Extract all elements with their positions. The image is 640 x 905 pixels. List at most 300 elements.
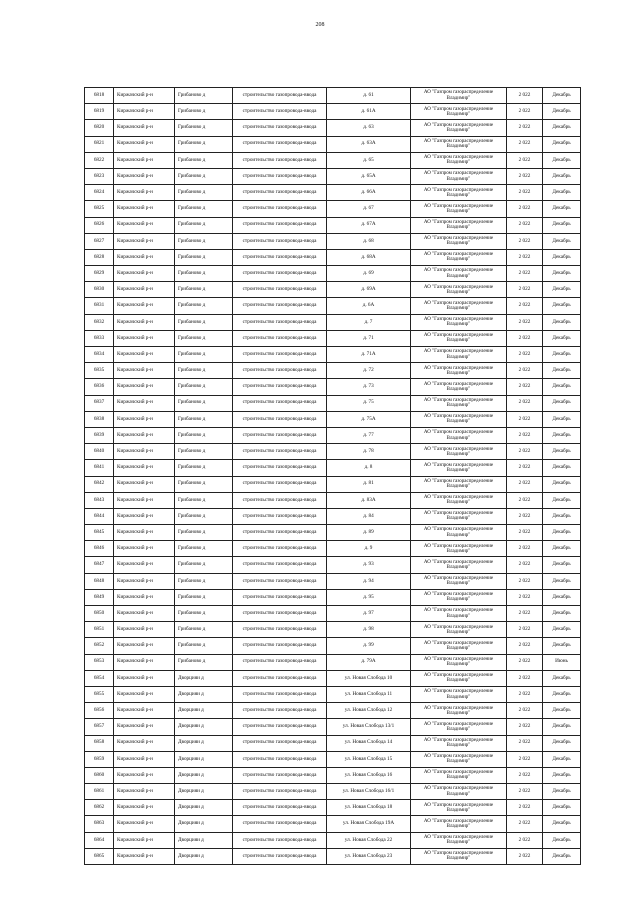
district-cell: Киржачский р-н [114,751,175,767]
row-number-cell: 6836 [85,379,114,395]
year-cell: 2 022 [507,104,543,120]
month-cell: Декабрь [543,185,581,201]
address-cell: д. 7 [327,314,411,330]
district-cell: Киржачский р-н [114,735,175,751]
address-cell: д. 66А [327,185,411,201]
table-row [85,735,581,751]
table-row [85,282,581,298]
settlement-cell: Грибаново д [175,654,233,670]
year-cell: 2 022 [507,379,543,395]
owner-cell: АО "Газпром газораспределение Владимир" [411,735,507,751]
work-type-cell: строительство газопровода-ввода [233,217,327,233]
settlement-cell: Грибаново д [175,298,233,314]
month-cell: Декабрь [543,848,581,864]
year-cell: 2 022 [507,525,543,541]
month-cell: Декабрь [543,735,581,751]
row-number-cell: 6824 [85,185,114,201]
month-cell: Декабрь [543,314,581,330]
table-row [85,832,581,848]
owner-cell: АО "Газпром газораспределение Владимир" [411,832,507,848]
row-number-cell: 6851 [85,622,114,638]
owner-cell: АО "Газпром газораспределение Владимир" [411,185,507,201]
table-row [85,152,581,168]
year-cell: 2 022 [507,395,543,411]
row-number-cell: 6822 [85,152,114,168]
row-number-cell: 6847 [85,557,114,573]
year-cell: 2 022 [507,460,543,476]
address-cell: д. 78 [327,444,411,460]
address-cell: ул. Новая Слобода 16 [327,767,411,783]
address-cell: ул. Новая Слобода 13/1 [327,719,411,735]
year-cell: 2 022 [507,249,543,265]
year-cell: 2 022 [507,201,543,217]
address-cell: д. 94 [327,573,411,589]
work-type-cell: строительство газопровода-ввода [233,525,327,541]
settlement-cell: Грибаново д [175,638,233,654]
month-cell: Декабрь [543,719,581,735]
month-cell: Декабрь [543,379,581,395]
row-number-cell: 6849 [85,589,114,605]
work-type-cell: строительство газопровода-ввода [233,298,327,314]
month-cell: Декабрь [543,508,581,524]
month-cell: Декабрь [543,816,581,832]
work-type-cell: строительство газопровода-ввода [233,363,327,379]
owner-cell: АО "Газпром газораспределение Владимир" [411,751,507,767]
work-type-cell: строительство газопровода-ввода [233,104,327,120]
address-cell: д. 95 [327,589,411,605]
settlement-cell: Грибаново д [175,427,233,443]
district-cell: Киржачский р-н [114,168,175,184]
row-number-cell: 6854 [85,670,114,686]
year-cell: 2 022 [507,816,543,832]
address-cell: д. 75А [327,411,411,427]
owner-cell: АО "Газпром газораспределение Владимир" [411,444,507,460]
row-number-cell: 6839 [85,427,114,443]
table-row [85,719,581,735]
year-cell: 2 022 [507,330,543,346]
year-cell: 2 022 [507,686,543,702]
owner-cell: АО "Газпром газораспределение Владимир" [411,525,507,541]
row-number-cell: 6864 [85,832,114,848]
district-cell: Киржачский р-н [114,525,175,541]
work-type-cell: строительство газопровода-ввода [233,168,327,184]
owner-cell: АО "Газпром газораспределение Владимир" [411,848,507,864]
row-number-cell: 6827 [85,233,114,249]
table-row [85,347,581,363]
district-cell: Киржачский р-н [114,104,175,120]
year-cell: 2 022 [507,719,543,735]
owner-cell: АО "Газпром газораспределение Владимир" [411,816,507,832]
year-cell: 2 022 [507,557,543,573]
settlement-cell: Грибаново д [175,379,233,395]
row-number-cell: 6861 [85,784,114,800]
month-cell: Декабрь [543,395,581,411]
work-type-cell: строительство газопровода-ввода [233,185,327,201]
address-cell: д. 81 [327,476,411,492]
settlement-cell: Грибаново д [175,120,233,136]
month-cell: Декабрь [543,589,581,605]
work-type-cell: строительство газопровода-ввода [233,88,327,104]
owner-cell: АО "Газпром газораспределение Владимир" [411,492,507,508]
month-cell: Декабрь [543,525,581,541]
settlement-cell: Дворцияи д [175,735,233,751]
row-number-cell: 6853 [85,654,114,670]
settlement-cell: Грибаново д [175,411,233,427]
row-number-cell: 6842 [85,476,114,492]
owner-cell: АО "Газпром газораспределение Владимир" [411,136,507,152]
table-row [85,541,581,557]
district-cell: Киржачский р-н [114,541,175,557]
address-cell: д. 61 [327,88,411,104]
district-cell: Киржачский р-н [114,476,175,492]
work-type-cell: строительство газопровода-ввода [233,249,327,265]
table-row [85,670,581,686]
owner-cell: АО "Газпром газораспределение Владимир" [411,427,507,443]
settlement-cell: Грибаново д [175,444,233,460]
settlement-cell: Грибаново д [175,88,233,104]
owner-cell: АО "Газпром газораспределение Владимир" [411,508,507,524]
owner-cell: АО "Газпром газораспределение Владимир" [411,249,507,265]
owner-cell: АО "Газпром газораспределение Владимир" [411,233,507,249]
row-number-cell: 6828 [85,249,114,265]
district-cell: Киржачский р-н [114,411,175,427]
row-number-cell: 6844 [85,508,114,524]
table-row [85,201,581,217]
table-row [85,606,581,622]
table-row [85,168,581,184]
work-type-cell: строительство газопровода-ввода [233,735,327,751]
year-cell: 2 022 [507,347,543,363]
settlement-cell: Грибаново д [175,266,233,282]
owner-cell: АО "Газпром газораспределение Владимир" [411,767,507,783]
year-cell: 2 022 [507,88,543,104]
table-row [85,654,581,670]
settlement-cell: Грибаново д [175,282,233,298]
address-cell: д. 63 [327,120,411,136]
gas-works-table [84,87,581,865]
settlement-cell: Дворцияи д [175,848,233,864]
settlement-cell: Дворцияи д [175,719,233,735]
row-number-cell: 6863 [85,816,114,832]
district-cell: Киржачский р-н [114,492,175,508]
district-cell: Киржачский р-н [114,347,175,363]
district-cell: Киржачский р-н [114,508,175,524]
address-cell: д. 65 [327,152,411,168]
district-cell: Киржачский р-н [114,185,175,201]
work-type-cell: строительство газопровода-ввода [233,751,327,767]
row-number-cell: 6848 [85,573,114,589]
work-type-cell: строительство газопровода-ввода [233,330,327,346]
year-cell: 2 022 [507,363,543,379]
settlement-cell: Грибаново д [175,363,233,379]
address-cell: ул. Новая Слобода 14 [327,735,411,751]
month-cell: Декабрь [543,670,581,686]
work-type-cell: строительство газопровода-ввода [233,686,327,702]
district-cell: Киржачский р-н [114,395,175,411]
table-row [85,460,581,476]
work-type-cell: строительство газопровода-ввода [233,444,327,460]
address-cell: ул. Новая Слобода 16/1 [327,784,411,800]
owner-cell: АО "Газпром газораспределение Владимир" [411,217,507,233]
row-number-cell: 6850 [85,606,114,622]
district-cell: Киржачский р-н [114,670,175,686]
owner-cell: АО "Газпром газораспределение Владимир" [411,395,507,411]
owner-cell: АО "Газпром газораспределение Владимир" [411,363,507,379]
settlement-cell: Дворцияи д [175,784,233,800]
row-number-cell: 6829 [85,266,114,282]
row-number-cell: 6831 [85,298,114,314]
work-type-cell: строительство газопровода-ввода [233,670,327,686]
owner-cell: АО "Газпром газораспределение Владимир" [411,541,507,557]
year-cell: 2 022 [507,800,543,816]
work-type-cell: строительство газопровода-ввода [233,767,327,783]
table-body [85,88,581,865]
month-cell: Декабрь [543,703,581,719]
owner-cell: АО "Газпром газораспределение Владимир" [411,800,507,816]
address-cell: д. 67 [327,201,411,217]
settlement-cell: Грибаново д [175,233,233,249]
work-type-cell: строительство газопровода-ввода [233,314,327,330]
row-number-cell: 6855 [85,686,114,702]
month-cell: Декабрь [543,541,581,557]
address-cell: д. 9 [327,541,411,557]
month-cell: Декабрь [543,557,581,573]
month-cell: Декабрь [543,638,581,654]
year-cell: 2 022 [507,541,543,557]
owner-cell: АО "Газпром газораспределение Владимир" [411,719,507,735]
district-cell: Киржачский р-н [114,120,175,136]
address-cell: д. 8 [327,460,411,476]
settlement-cell: Грибаново д [175,460,233,476]
address-cell: д. 68А [327,249,411,265]
settlement-cell: Грибаново д [175,201,233,217]
row-number-cell: 6825 [85,201,114,217]
settlement-cell: Грибаново д [175,476,233,492]
year-cell: 2 022 [507,638,543,654]
district-cell: Киржачский р-н [114,152,175,168]
row-number-cell: 6840 [85,444,114,460]
row-number-cell: 6834 [85,347,114,363]
owner-cell: АО "Газпром газораспределение Владимир" [411,282,507,298]
work-type-cell: строительство газопровода-ввода [233,832,327,848]
owner-cell: АО "Газпром газораспределение Владимир" [411,573,507,589]
owner-cell: АО "Газпром газораспределение Владимир" [411,589,507,605]
district-cell: Киржачский р-н [114,654,175,670]
work-type-cell: строительство газопровода-ввода [233,784,327,800]
month-cell: Декабрь [543,622,581,638]
year-cell: 2 022 [507,266,543,282]
month-cell: Декабрь [543,832,581,848]
row-number-cell: 6841 [85,460,114,476]
settlement-cell: Дворцияи д [175,816,233,832]
row-number-cell: 6826 [85,217,114,233]
table-row [85,185,581,201]
district-cell: Киржачский р-н [114,427,175,443]
year-cell: 2 022 [507,573,543,589]
work-type-cell: строительство газопровода-ввода [233,589,327,605]
address-cell: д. 65А [327,168,411,184]
address-cell: ул. Новая Слобода 19А [327,816,411,832]
address-cell: д. 68 [327,233,411,249]
district-cell: Киржачский р-н [114,848,175,864]
district-cell: Киржачский р-н [114,379,175,395]
work-type-cell: строительство газопровода-ввода [233,508,327,524]
row-number-cell: 6858 [85,735,114,751]
settlement-cell: Грибаново д [175,395,233,411]
owner-cell: АО "Газпром газораспределение Владимир" [411,104,507,120]
row-number-cell: 6830 [85,282,114,298]
month-cell: Декабрь [543,298,581,314]
month-cell: Декабрь [543,751,581,767]
month-cell: Декабрь [543,282,581,298]
work-type-cell: строительство газопровода-ввода [233,266,327,282]
month-cell: Декабрь [543,330,581,346]
table-row [85,363,581,379]
district-cell: Киржачский р-н [114,217,175,233]
settlement-cell: Дворцияи д [175,767,233,783]
settlement-cell: Грибаново д [175,525,233,541]
table-row [85,703,581,719]
row-number-cell: 6823 [85,168,114,184]
settlement-cell: Грибаново д [175,217,233,233]
table-row [85,233,581,249]
owner-cell: АО "Газпром газораспределение Владимир" [411,411,507,427]
year-cell: 2 022 [507,670,543,686]
work-type-cell: строительство газопровода-ввода [233,347,327,363]
table-row [85,557,581,573]
settlement-cell: Грибаново д [175,152,233,168]
month-cell: Декабрь [543,152,581,168]
address-cell: д. 69А [327,282,411,298]
district-cell: Киржачский р-н [114,573,175,589]
table-row [85,589,581,605]
row-number-cell: 6852 [85,638,114,654]
owner-cell: АО "Газпром газораспределение Владимир" [411,330,507,346]
work-type-cell: строительство газопровода-ввода [233,557,327,573]
year-cell: 2 022 [507,444,543,460]
district-cell: Киржачский р-н [114,282,175,298]
owner-cell: АО "Газпром газораспределение Владимир" [411,460,507,476]
month-cell: Декабрь [543,492,581,508]
row-number-cell: 6843 [85,492,114,508]
table-row [85,444,581,460]
owner-cell: АО "Газпром газораспределение Владимир" [411,88,507,104]
month-cell: Декабрь [543,249,581,265]
table-row [85,136,581,152]
table-row [85,395,581,411]
owner-cell: АО "Газпром газораспределение Владимир" [411,298,507,314]
owner-cell: АО "Газпром газораспределение Владимир" [411,379,507,395]
owner-cell: АО "Газпром газораспределение Владимир" [411,686,507,702]
district-cell: Киржачский р-н [114,589,175,605]
table-row [85,525,581,541]
table-row [85,266,581,282]
work-type-cell: строительство газопровода-ввода [233,654,327,670]
year-cell: 2 022 [507,654,543,670]
settlement-cell: Грибаново д [175,541,233,557]
work-type-cell: строительство газопровода-ввода [233,622,327,638]
work-type-cell: строительство газопровода-ввода [233,411,327,427]
district-cell: Киржачский р-н [114,136,175,152]
month-cell: Декабрь [543,168,581,184]
work-type-cell: строительство газопровода-ввода [233,848,327,864]
address-cell: д. 72 [327,363,411,379]
address-cell: д. 83А [327,492,411,508]
month-cell: Декабрь [543,347,581,363]
row-number-cell: 6860 [85,767,114,783]
row-number-cell: 6821 [85,136,114,152]
work-type-cell: строительство газопровода-ввода [233,800,327,816]
address-cell: д. 99 [327,638,411,654]
month-cell: Декабрь [543,460,581,476]
address-cell: д. 84 [327,508,411,524]
address-cell: д. 61А [327,104,411,120]
table-row [85,379,581,395]
table-row [85,88,581,104]
address-cell: ул. Новая Слобода 12 [327,703,411,719]
month-cell: Декабрь [543,767,581,783]
month-cell: Декабрь [543,411,581,427]
work-type-cell: строительство газопровода-ввода [233,638,327,654]
settlement-cell: Грибаново д [175,622,233,638]
settlement-cell: Грибаново д [175,589,233,605]
address-cell: д. 73 [327,379,411,395]
district-cell: Киржачский р-н [114,314,175,330]
district-cell: Киржачский р-н [114,444,175,460]
row-number-cell: 6862 [85,800,114,816]
owner-cell: АО "Газпром газораспределение Владимир" [411,670,507,686]
work-type-cell: строительство газопровода-ввода [233,201,327,217]
table-row [85,330,581,346]
year-cell: 2 022 [507,606,543,622]
year-cell: 2 022 [507,476,543,492]
owner-cell: АО "Газпром газораспределение Владимир" [411,266,507,282]
table-row [85,816,581,832]
address-cell: д. 71А [327,347,411,363]
address-cell: д. 67А [327,217,411,233]
row-number-cell: 6832 [85,314,114,330]
table-row [85,249,581,265]
year-cell: 2 022 [507,492,543,508]
address-cell: ул. Новая Слобода 22 [327,832,411,848]
table-row [85,800,581,816]
row-number-cell: 6846 [85,541,114,557]
year-cell: 2 022 [507,848,543,864]
district-cell: Киржачский р-н [114,800,175,816]
address-cell: ул. Новая Слобода 11 [327,686,411,702]
table-row [85,508,581,524]
month-cell: Декабрь [543,363,581,379]
work-type-cell: строительство газопровода-ввода [233,379,327,395]
work-type-cell: строительство газопровода-ввода [233,573,327,589]
table-row [85,427,581,443]
year-cell: 2 022 [507,136,543,152]
table-row [85,298,581,314]
month-cell: Декабрь [543,120,581,136]
owner-cell: АО "Газпром газораспределение Владимир" [411,314,507,330]
settlement-cell: Грибаново д [175,168,233,184]
table-row [85,217,581,233]
settlement-cell: Грибаново д [175,492,233,508]
owner-cell: АО "Газпром газораспределение Владимир" [411,557,507,573]
owner-cell: АО "Газпром газораспределение Владимир" [411,120,507,136]
month-cell: Декабрь [543,606,581,622]
settlement-cell: Дворцияи д [175,800,233,816]
work-type-cell: строительство газопровода-ввода [233,816,327,832]
owner-cell: АО "Газпром газораспределение Владимир" [411,168,507,184]
district-cell: Киржачский р-н [114,330,175,346]
address-cell: ул. Новая Слобода 23 [327,848,411,864]
